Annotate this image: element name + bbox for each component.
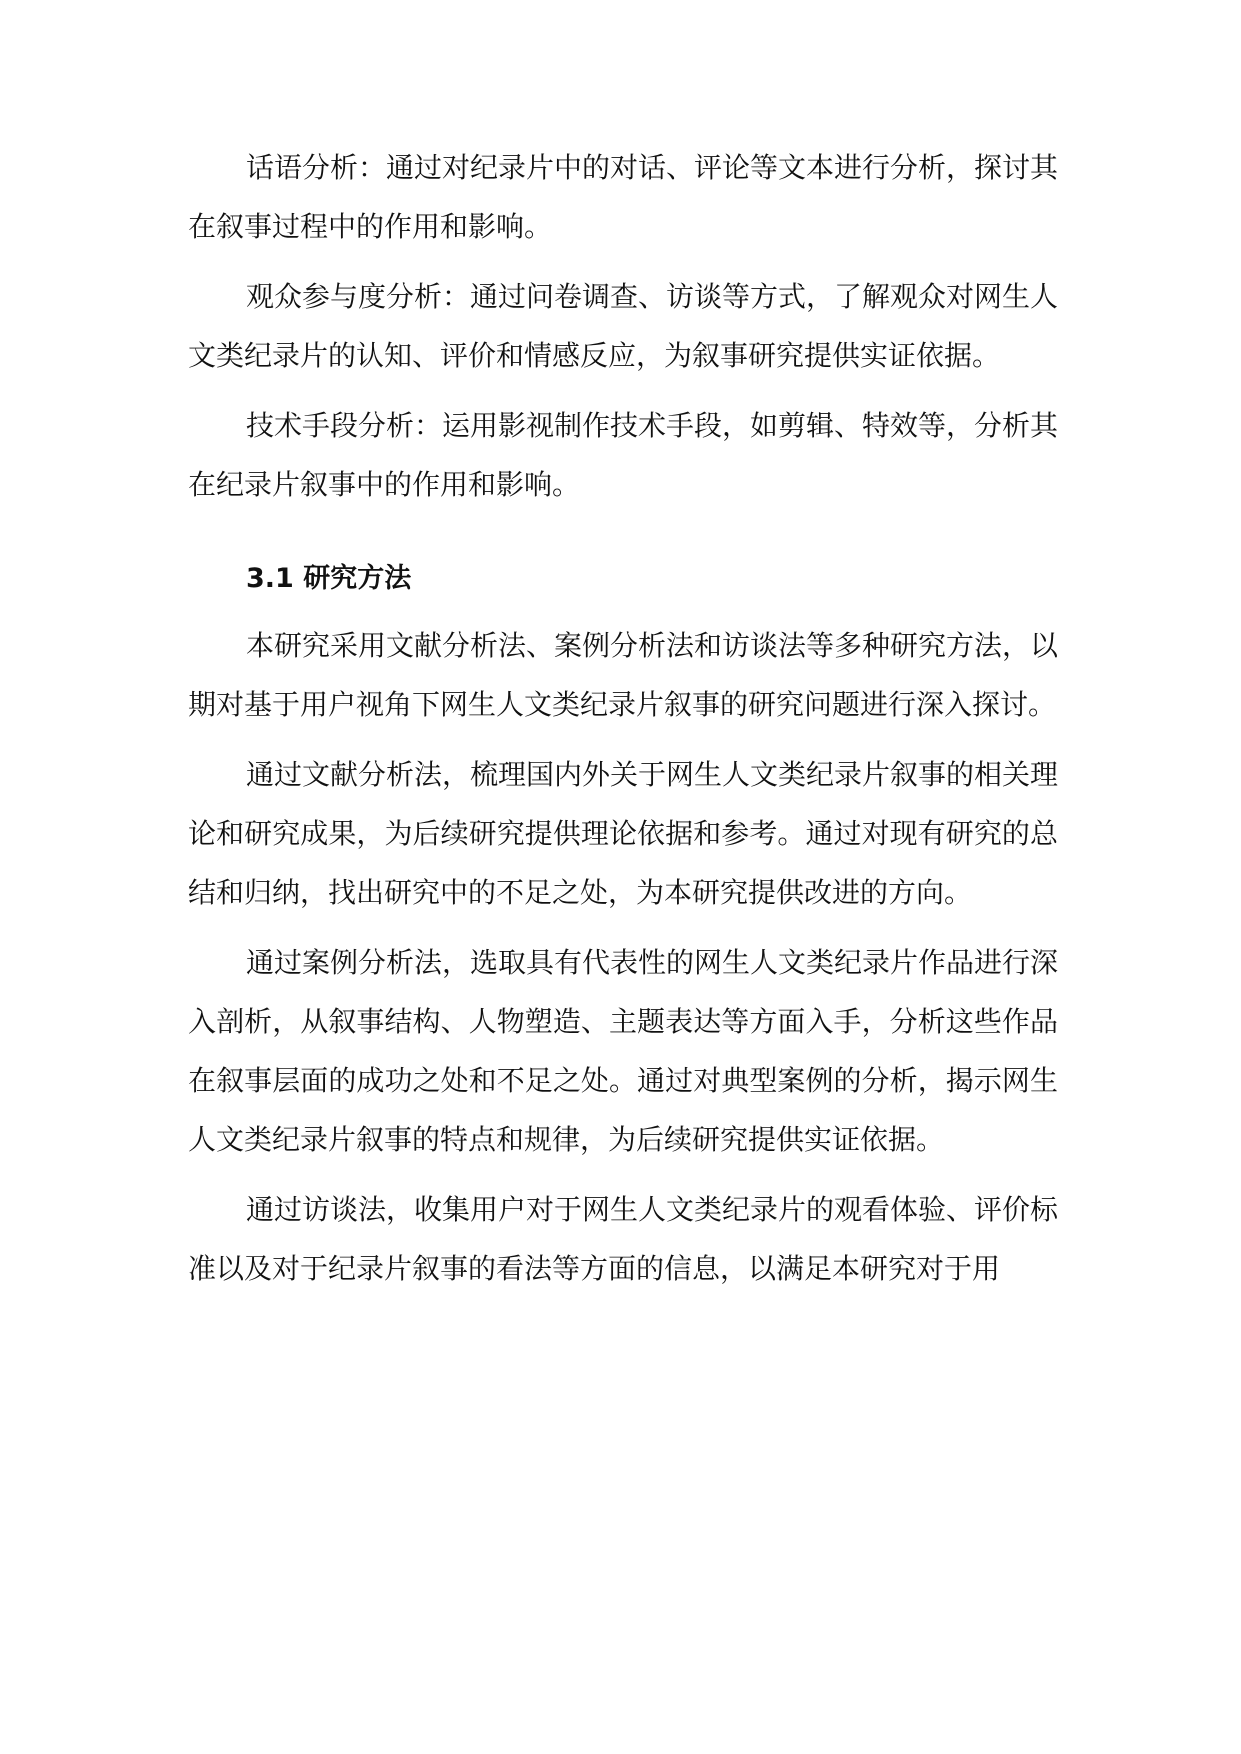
section-heading: 3.1 研究方法: [246, 563, 412, 594]
paragraph-research-methods-intro: 本研究采用文献分析法、案例分析法和访谈法等多种研究方法，以期对基于用户视角下网生人文类纪录片叙事的研究问题进行深入探讨。: [188, 629, 1059, 721]
paragraph-audience-participation: 观众参与度分析：通过问卷调查、访谈等方式，了解观众对网生人文类纪录片的认知、评价和情感反应，为叙事研究提供实证依据。: [188, 280, 1059, 372]
paragraph-technical-means: 技术手段分析：运用影视制作技术手段，如剪辑、特效等，分析其在纪录片叙事中的作用和影响。: [188, 409, 1059, 501]
paragraph-discourse-analysis: 话语分析：通过对纪录片中的对话、评论等文本进行分析，探讨其在叙事过程中的作用和影响。: [188, 151, 1059, 243]
paragraph-case-analysis: 通过案例分析法，选取具有代表性的网生人文类纪录片作品进行深入剖析，从叙事结构、人物塑造、主题表达等方面入手，分析这些作品在叙事层面的成功之处和不足之处。通过对典型案例的分析，揭示网生人文类纪录片叙事的特点和规律，为后续研究提供实证依据。: [188, 946, 1059, 1156]
paragraph-literature-analysis: 通过文献分析法，梳理国内外关于网生人文类纪录片叙事的相关理论和研究成果，为后续研究提供理论依据和参考。通过对现有研究的总结和归纳，找出研究中的不足之处，为本研究提供改进的方向。: [188, 758, 1059, 909]
paragraph-interview-method: 通过访谈法，收集用户对于网生人文类纪录片的观看体验、评价标准以及对于纪录片叙事的看法等方面的信息，以满足本研究对于用: [188, 1193, 1059, 1285]
page-content: [188, 138, 1058, 1309]
